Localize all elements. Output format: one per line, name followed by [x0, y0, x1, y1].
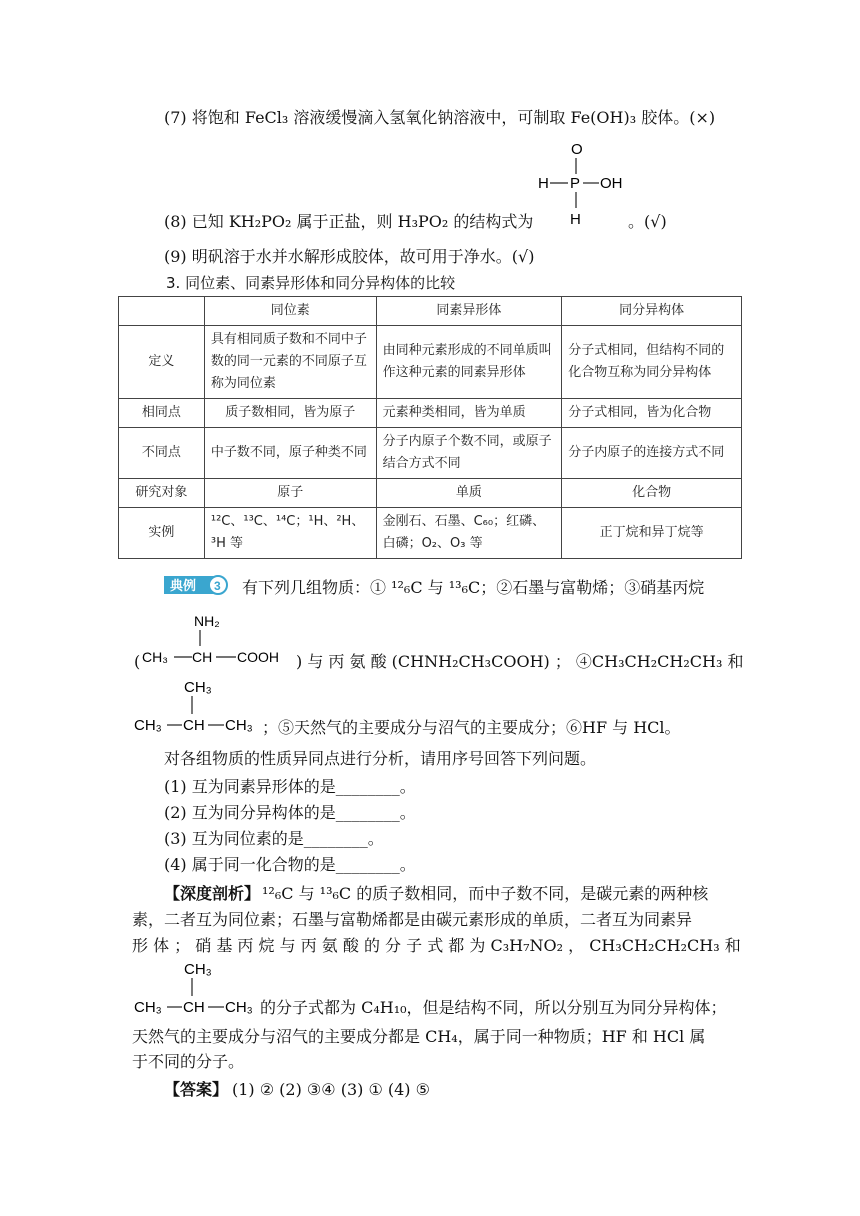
iso2-ch3-top: CH₃: [184, 961, 212, 978]
struct-ch: CH: [192, 649, 213, 665]
table-cell: 分子式相同，但结构不同的化合物互称为同分异构体: [562, 326, 742, 399]
item-8-pre: (8) 已知 KH₂PO₂ 属于正盐，则 H₃PO₂ 的结构式为: [164, 212, 534, 231]
badge-number: 3: [214, 579, 221, 593]
h3po2-h-left: H: [538, 175, 549, 192]
analysis-line-6: 于不同的分子。: [132, 1052, 245, 1071]
analysis-line-3: 形 体 ； 硝 基 丙 烷 与 丙 氨 酸 的 分 子 式 都 为 C₃H₇NO₂ ， CH₃CH₂CH₂CH₃ 和: [132, 936, 741, 955]
example-badge: [162, 574, 232, 596]
table-header-cell: [119, 297, 205, 326]
section-3-heading: 3. 同位素、同素异形体和同分异构体的比较: [166, 274, 456, 292]
iso-ch3-top: CH₃: [184, 679, 212, 696]
iso2-ch3-right: CH₃: [225, 999, 253, 1016]
table-cell: 元素种类相同，皆为单质: [376, 399, 562, 428]
table-header-cell: 同素异形体: [376, 297, 562, 326]
struct-cooh: COOH: [237, 649, 279, 665]
table-row: [119, 479, 742, 508]
table-cell: 金刚石、石墨、C₆₀；红磷、白磷；O₂、O₃ 等: [376, 508, 562, 559]
h3po2-h-bottom: H: [570, 211, 581, 228]
isobutane-structure-1: [132, 676, 264, 736]
item-8-post: 。(√): [628, 212, 667, 231]
iso-ch3-left: CH₃: [134, 717, 162, 734]
h3po2-o: O: [571, 141, 583, 158]
h3po2-oh: OH: [600, 175, 623, 192]
table-cell: 正丁烷和异丁烷等: [562, 508, 742, 559]
example-prompt: 对各组物质的性质异同点进行分析，请用序号回答下列问题。: [164, 749, 597, 768]
iso2-ch3-left: CH₃: [134, 999, 162, 1016]
example-line3: ；⑤天然气的主要成分与沼气的主要成分；⑥HF 与 HCl。: [262, 718, 681, 737]
struct-ch3: CH₃: [142, 649, 168, 665]
answer-text: (1) ② (2) ③④ (3) ① (4) ⑤: [232, 1080, 430, 1099]
question-4: (4) 属于同一化合物的是________。: [164, 855, 416, 874]
badge-label: 典例: [170, 578, 197, 593]
iso-ch3-right: CH₃: [225, 717, 253, 734]
row-label: 研究对象: [119, 479, 205, 508]
analysis-line-4: 的分子式都为 C₄H₁₀，但是结构不同，所以分别互为同分异构体；: [260, 998, 727, 1017]
aminopropanoic-structure: [140, 610, 300, 672]
table-cell: 分子内原子个数不同，或原子结合方式不同: [376, 428, 562, 479]
example-line2: ) 与 丙 氨 酸 (CHNH₂CH₃COOH) ； ④CH₃CH₂CH₂CH₃ 和: [296, 652, 744, 671]
item-9: (9) 明矾溶于水并水解形成胶体，故可用于净水。(√): [164, 247, 535, 266]
row-label: 实例: [119, 508, 205, 559]
item-7: (7) 将饱和 FeCl₃ 溶液缓慢滴入氢氧化钠溶液中，可制取 Fe(OH)₃ 胶体。(×): [164, 108, 716, 127]
analysis-line-5: 天然气的主要成分与沼气的主要成分都是 CH₄，属于同一种物质；HF 和 HCl 属: [132, 1027, 706, 1046]
row-label: 不同点: [119, 428, 205, 479]
example-intro: 有下列几组物质：① ¹²₆C 与 ¹³₆C；②石墨与富勒烯；③硝基丙烷: [242, 578, 705, 597]
table-cell: 质子数相同，皆为原子: [204, 399, 376, 428]
comparison-table: [118, 296, 742, 559]
question-3: (3) 互为同位素的是________。: [164, 829, 384, 848]
table-cell: 中子数不同，原子种类不同: [204, 428, 376, 479]
row-label: 相同点: [119, 399, 205, 428]
h3po2-p: P: [570, 175, 581, 192]
answer-label: 【答案】: [164, 1080, 229, 1099]
table-cell: 具有相同质子数和不同中子数的同一元素的不同原子互称为同位素: [204, 326, 376, 399]
iso2-ch: CH: [183, 999, 205, 1016]
analysis-line-1: ¹²₆C 与 ¹³₆C 的质子数相同，而中子数不同，是碳元素的两种核: [262, 884, 709, 903]
analysis-line-2: 素，二者互为同位素；石墨与富勒烯都是由碳元素形成的单质，二者互为同素异: [132, 910, 693, 929]
table-cell: 分子式相同，皆为化合物: [562, 399, 742, 428]
analysis-label: 【深度剖析】: [164, 884, 261, 903]
row-label: 定义: [119, 326, 205, 399]
iso-ch: CH: [183, 717, 205, 734]
question-1: (1) 互为同素异形体的是________。: [164, 777, 416, 796]
isobutane-structure-2: [132, 958, 264, 1018]
table-cell: 化合物: [562, 479, 742, 508]
table-cell: 原子: [204, 479, 376, 508]
table-row: [119, 399, 742, 428]
table-header-cell: 同位素: [204, 297, 376, 326]
h3po2-structure: [536, 140, 636, 230]
table-cell: 由同种元素形成的不同单质叫作这种元素的同素异形体: [376, 326, 562, 399]
table-row: [119, 326, 742, 399]
example-paren-open: (: [134, 652, 141, 671]
table-row: [119, 508, 742, 559]
table-cell: 分子内原子的连接方式不同: [562, 428, 742, 479]
table-header-cell: 同分异构体: [562, 297, 742, 326]
table-cell: 单质: [376, 479, 562, 508]
struct-nh2: NH₂: [194, 613, 220, 629]
table-header-row: [119, 297, 742, 326]
question-2: (2) 互为同分异构体的是________。: [164, 803, 416, 822]
table-row: [119, 428, 742, 479]
table-cell: ¹²C、¹³C、¹⁴C；¹H、²H、³H 等: [204, 508, 376, 559]
